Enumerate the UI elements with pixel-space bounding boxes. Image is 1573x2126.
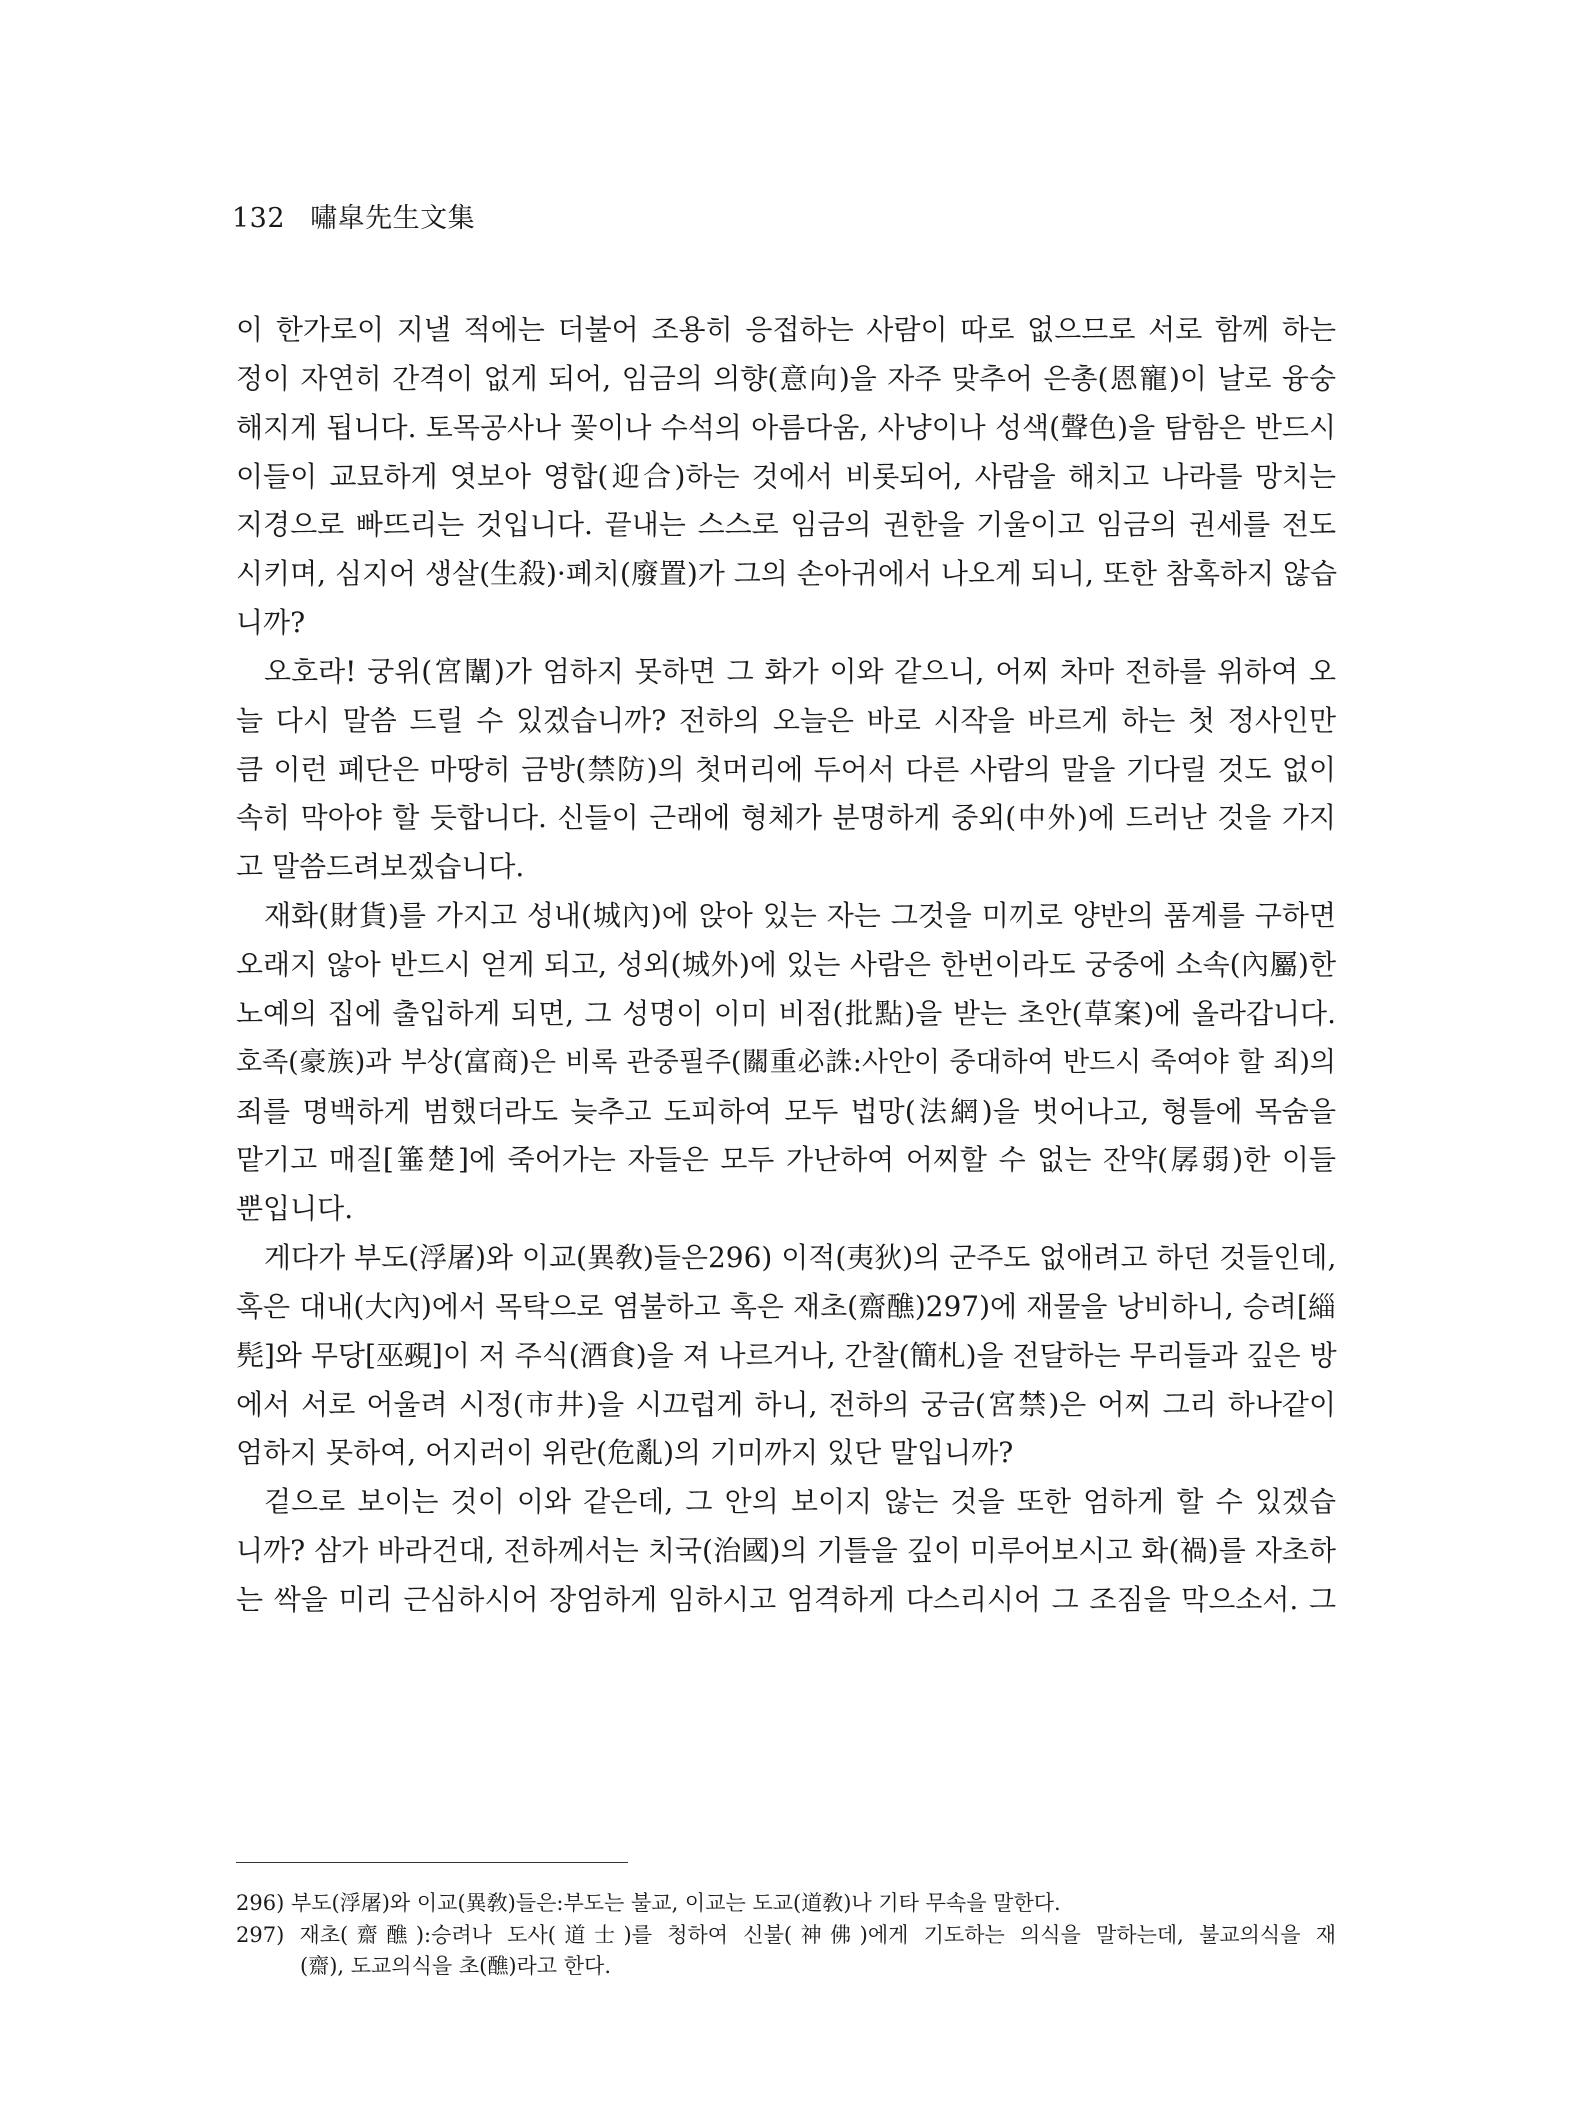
body-line: 맡기고 매질[箠楚]에 죽어가는 자들은 모두 가난하여 어찌할 수 없는 잔약(孱弱)한 이들 xyxy=(236,1143,1336,1177)
body-line: 호족(豪族)과 부상(富商)은 비록 관중필주(關重必誅:사안이 중대하여 반드시 죽여야 할 죄)의 xyxy=(236,1046,1336,1078)
body-line: 髡]와 무당[巫覡]이 저 주식(酒食)을 져 나르거나, 간찰(簡札)을 전달하는 무리들과 깊은 방 xyxy=(236,1338,1337,1372)
footnote-297: 297) 재초(齋醮):승려나 도사(道士)를 청하여 신불(神佛)에게 기도하는 의식을 말하는데, 불교의식을 재 xyxy=(236,1922,1336,1947)
paragraph-start-line: 게다가 부도(浮屠)와 이교(異敎)들은296) 이적(夷狄)의 군주도 없애려고 하던 것들인데, xyxy=(264,1241,1337,1275)
body-line: 니까? xyxy=(236,606,306,640)
footnote-297-continuation: (齋), 도교의식을 초(醮)라고 한다. xyxy=(300,1954,612,1978)
book-title: 嘯皐先生文集 xyxy=(310,203,476,234)
body-line: 는 싹을 미리 근심하시어 장엄하게 임하시고 엄격하게 다스리시어 그 조짐을 막으소서. 그 xyxy=(236,1582,1336,1616)
body-line: 죄를 명백하게 범했더라도 늦추고 도피하여 모두 법망(法網)을 벗어나고, 형틀에 목숨을 xyxy=(236,1094,1336,1128)
body-line: 니까? 삼가 바라건대, 전하께서는 치국(治國)의 기틀을 깊이 미루어보시고 화(禍)를 자초하 xyxy=(236,1534,1336,1568)
running-head xyxy=(232,196,475,235)
footnotes xyxy=(236,1888,1336,1983)
body-line: 해지게 됩니다. 토목공사나 꽃이나 수석의 아름다움, 사냥이나 성색(聲色)을 탐함은 반드시 xyxy=(236,410,1336,444)
body-line: 늘 다시 말씀 드릴 수 있겠습니까? 전하의 오늘은 바로 시작을 바르게 하는 첫 정사인만 xyxy=(236,703,1336,737)
body-line: 이 한가로이 지낼 적에는 더불어 조용히 응접하는 사람이 따로 없으므로 서로 함께 하는 xyxy=(236,313,1336,346)
body-line: 지경으로 빠뜨리는 것입니다. 끝내는 스스로 임금의 권한을 기울이고 임금의 권세를 전도 xyxy=(236,508,1336,542)
body-line: 엄하지 못하여, 어지러이 위란(危亂)의 기미까지 있단 말입니까? xyxy=(236,1436,1014,1470)
page-number: 132 xyxy=(232,203,286,234)
footnote-divider xyxy=(236,1862,628,1863)
paragraph-start-line: 겉으로 보이는 것이 이와 같은데, 그 안의 보이지 않는 것을 또한 엄하게 할 수 있겠습 xyxy=(264,1485,1336,1519)
body-line: 이들이 교묘하게 엿보아 영합(迎合)하는 것에서 비롯되어, 사람을 해치고 나라를 망치는 xyxy=(236,459,1336,493)
paragraph-start-line: 오호라! 궁위(宮闈)가 엄하지 못하면 그 화가 이와 같으니, 어찌 차마 전하를 위하여 오 xyxy=(264,654,1336,688)
body-line: 에서 서로 어울려 시정(市井)을 시끄럽게 하니, 전하의 궁금(宮禁)은 어찌 그리 하나같이 xyxy=(236,1387,1336,1421)
body-line: 오래지 않아 반드시 얻게 되고, 성외(城外)에 있는 사람은 한번이라도 궁중에 소속(內屬)한 xyxy=(236,947,1336,981)
body-text xyxy=(236,306,1336,1625)
body-line: 속히 막아야 할 듯합니다. 신들이 근래에 형체가 분명하게 중외(中外)에 드러난 것을 가지 xyxy=(236,801,1336,835)
body-line: 고 말씀드려보겠습니다. xyxy=(236,850,525,884)
footnote-296: 296) 부도(浮屠)와 이교(異敎)들은:부도는 불교, 이교는 도교(道敎)나 기타 무속을 말한다. xyxy=(236,1891,1061,1915)
body-line: 뿐입니다. xyxy=(236,1192,354,1226)
paragraph-start-line: 재화(財貨)를 가지고 성내(城內)에 앉아 있는 자는 그것을 미끼로 양반의 품계를 구하면 xyxy=(264,899,1336,933)
body-line: 혹은 대내(大內)에서 목탁으로 염불하고 혹은 재초(齋醮)297)에 재물을 낭비하니, 승려[緇 xyxy=(236,1289,1336,1323)
body-line: 시키며, 심지어 생살(生殺)·폐치(廢置)가 그의 손아귀에서 나오게 되니, 또한 참혹하지 않습 xyxy=(236,557,1337,591)
body-line: 정이 자연히 간격이 없게 되어, 임금의 의향(意向)을 자주 맞추어 은총(恩寵)이 날로 융숭 xyxy=(236,361,1336,395)
body-line: 노예의 집에 출입하게 되면, 그 성명이 이미 비점(批點)을 받는 초안(草案)에 올라갑니다. xyxy=(236,996,1336,1030)
body-line: 큼 이런 폐단은 마땅히 금방(禁防)의 첫머리에 두어서 다른 사람의 말을 기다릴 것도 없이 xyxy=(236,752,1336,786)
